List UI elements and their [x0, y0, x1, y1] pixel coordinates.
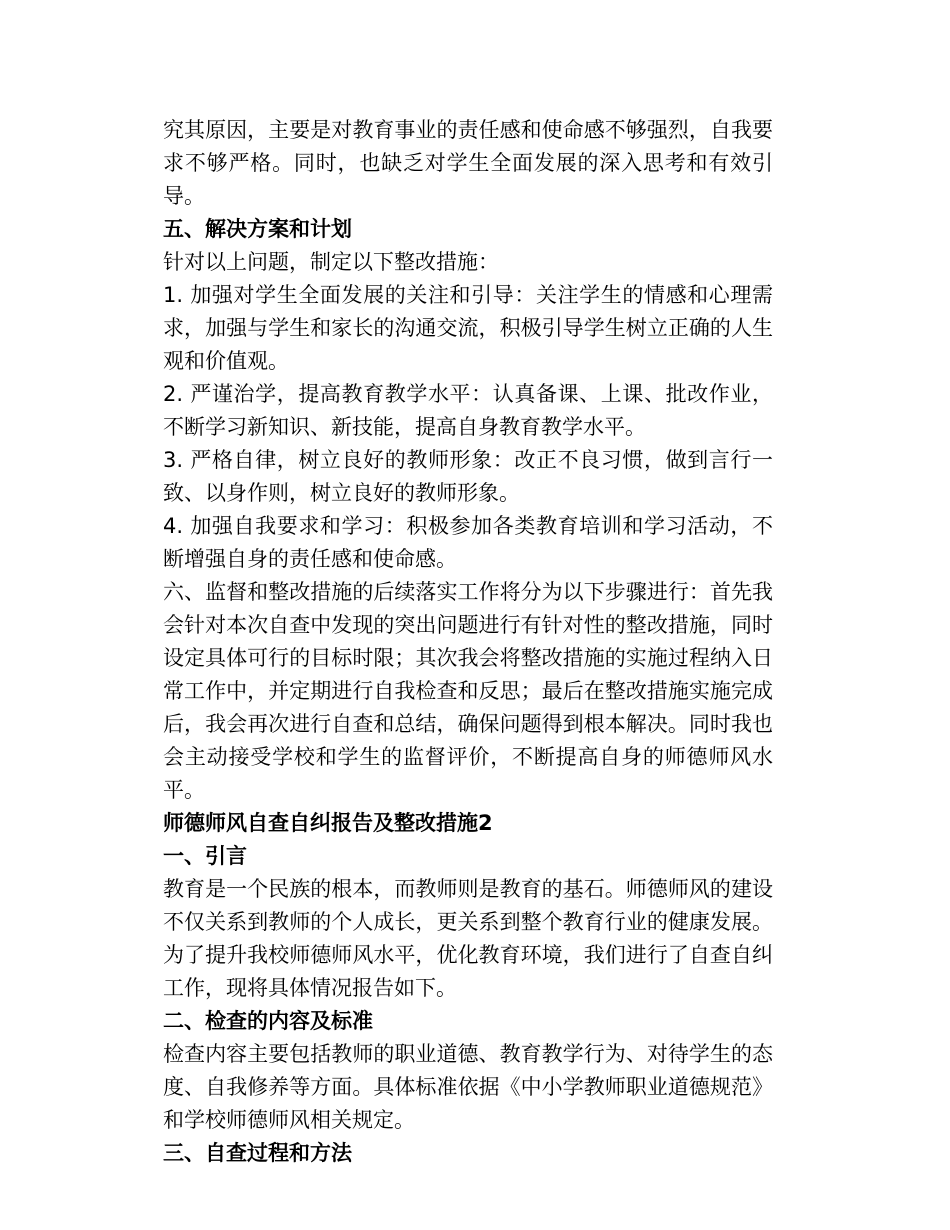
section-heading-inspection-content: 二、检查的内容及标准 [163, 1009, 373, 1033]
document-page [163, 114, 773, 1170]
measure-item-1: 1. 加强对学生全面发展的关注和引导：关注学生的情感和心理需求，加强与学生和家长的沟通交流，积极引导学生树立正确的人生观和价值观。 [163, 283, 773, 373]
introduction-paragraph: 教育是一个民族的根本，而教师则是教育的基石。师德师风的建设不仅关系到教师的个人成长，更关系到整个教育行业的健康发展。为了提升我校师德师风水平，优化教育环境，我们进行了自查自纠工作，现将具体情况报告如下。 [163, 877, 773, 1000]
report-2-title: 师德师风自查自纠报告及整改措施2 [163, 811, 493, 835]
measure-item-2: 2. 严谨治学，提高教育教学水平：认真备课、上课、批改作业，不断学习新知识、新技能，提高自身教育教学水平。 [163, 382, 773, 439]
inspection-content-paragraph: 检查内容主要包括教师的职业道德、教育教学行为、对待学生的态度、自我修养等方面。具体标准依据《中小学教师职业道德规范》和学校师德师风相关规定。 [163, 1042, 773, 1132]
measure-item-3: 3. 严格自律，树立良好的教师形象：改正不良习惯，做到言行一致、以身作则，树立良好的教师形象。 [163, 448, 773, 505]
cause-paragraph: 究其原因，主要是对教育事业的责任感和使命感不够强烈，自我要求不够严格。同时，也缺乏对学生全面发展的深入思考和有效引导。 [163, 118, 773, 208]
supervision-paragraph: 六、监督和整改措施的后续落实工作将分为以下步骤进行：首先我会针对本次自查中发现的突出问题进行有针对性的整改措施，同时设定具体可行的目标时限；其次我会将整改措施的实施过程纳入日常工作中，并定期进行自我检查和反思；最后在整改措施实施完成后，我会再次进行自查和总结，确保问题得到根本解决。同时我也会主动接受学校和学生的监督评价，不断提高自身的师德师风水平。 [163, 580, 773, 802]
measures-intro-paragraph: 针对以上问题，制定以下整改措施： [163, 250, 499, 274]
section-heading-solutions: 五、解决方案和计划 [163, 217, 352, 241]
section-heading-introduction: 一、引言 [163, 844, 247, 868]
measure-item-4: 4. 加强自我要求和学习：积极参加各类教育培训和学习活动，不断增强自身的责任感和使命感。 [163, 514, 773, 571]
section-heading-process: 三、自查过程和方法 [163, 1141, 352, 1165]
